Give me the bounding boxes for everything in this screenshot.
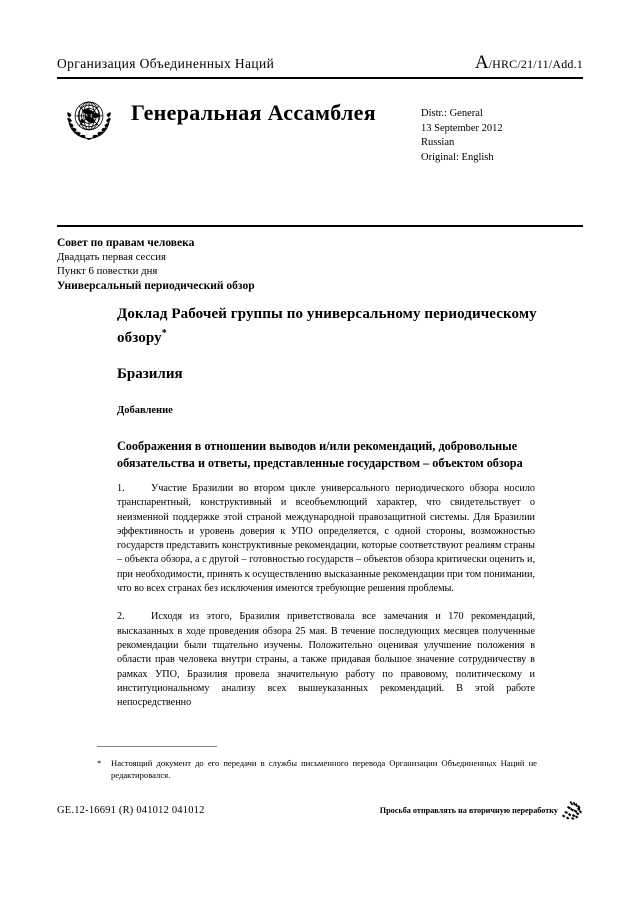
un-emblem-icon: [58, 93, 120, 145]
document-symbol: [475, 52, 583, 74]
addendum-label: Добавление: [117, 405, 173, 416]
distribution-line: Distr.: General: [421, 108, 483, 119]
paragraph-text: Участие Бразилии во втором цикле универсального периодического обзора носило транспарентный, конструктивный и всеобъемлющий характер, что свидетельствует о неизменной поддержке этой страной международной правозащитной системы. Для Бразилии эффективность и уровень доверия к УПО определяется, с одной стороны, возможностью государств представить конструктивные рекомендации, которые соответствуют реалиям страны – объекта обзора, а с другой – готовностью государств – объектов обзора критически оценить и, при необходимости, принять к осуществлению высказанные рекомендации при том понимании, что во всех странах без исключения имеются требующие решения проблемы.: [117, 483, 535, 595]
assembly-title: Генеральная Ассамблея: [131, 100, 376, 125]
document-date: 13 September 2012: [421, 122, 503, 134]
organization-name: Организация Объединенных Наций: [57, 56, 275, 71]
paragraph: [117, 482, 535, 596]
masthead-body: [57, 79, 583, 171]
document-original-language: Original: English: [421, 151, 494, 163]
distribution-block: [421, 107, 503, 165]
title-block: [117, 305, 537, 471]
paragraph-text: Исходя из этого, Бразилия приветствовала все замечания и 170 рекомендаций, высказанных в ходе проведения обзора 25 мая. В течение последующих месяцев полученные рекомендации были тщательно изучены. Положительно оценивая улучшение положения в области прав человека внутри страны, а также придавая большое значение сотрудничеству в рамках УПО, Бразилия провела значительную работу по правовому, политическому и институциональному анализу всех вышеуказанных рекомендаций. В этой работе непосредственно: [117, 611, 535, 709]
report-title: [117, 305, 537, 348]
recycle-icon: [561, 800, 583, 820]
footnote: [97, 757, 537, 781]
paragraph-number: 2.: [117, 611, 125, 623]
subject-title: Соображения в отношении выводов и/или рекомендаций, добровольные обязательства и ответы, представленные государством – объектом обзора: [117, 439, 523, 470]
council-agenda-item: Пункт 6 повестки дня: [57, 265, 158, 278]
footnote-divider: [97, 746, 217, 747]
document-language: Russian: [421, 137, 455, 148]
document-symbol-prefix: A: [474, 52, 489, 73]
masthead-header-row: [57, 52, 583, 74]
council-session: Двадцать первая сессия: [57, 251, 166, 264]
ge-document-code: GE.12-16691 (R) 041012 041012: [57, 804, 205, 816]
country-title: Бразилия: [117, 366, 183, 382]
report-title-footnote-marker: *: [161, 328, 167, 339]
council-name: Совет по правам человека: [57, 237, 195, 249]
document-symbol-rest: /HRC/21/11/Add.1: [488, 57, 583, 71]
council-review-type: Универсальный периодический обзор: [57, 279, 255, 292]
paragraph-number: 1.: [117, 483, 125, 494]
footnote-marker: *: [97, 758, 102, 768]
footnote-text: Настоящий документ до его передачи в службы письменного перевода Организации Объединенных Наций не редактировался.: [111, 758, 537, 781]
recycle-text: Просьба отправлять на вторичную переработку: [379, 805, 558, 815]
section-divider: [57, 225, 583, 227]
page-footer: [57, 800, 583, 820]
council-block: [57, 236, 477, 293]
report-title-text: Доклад Рабочей группы по универсальному периодическому обзору: [117, 306, 537, 346]
masthead: [57, 52, 583, 171]
recycle-notice: [380, 800, 583, 820]
body-text: [117, 482, 535, 710]
paragraph: [117, 610, 535, 710]
